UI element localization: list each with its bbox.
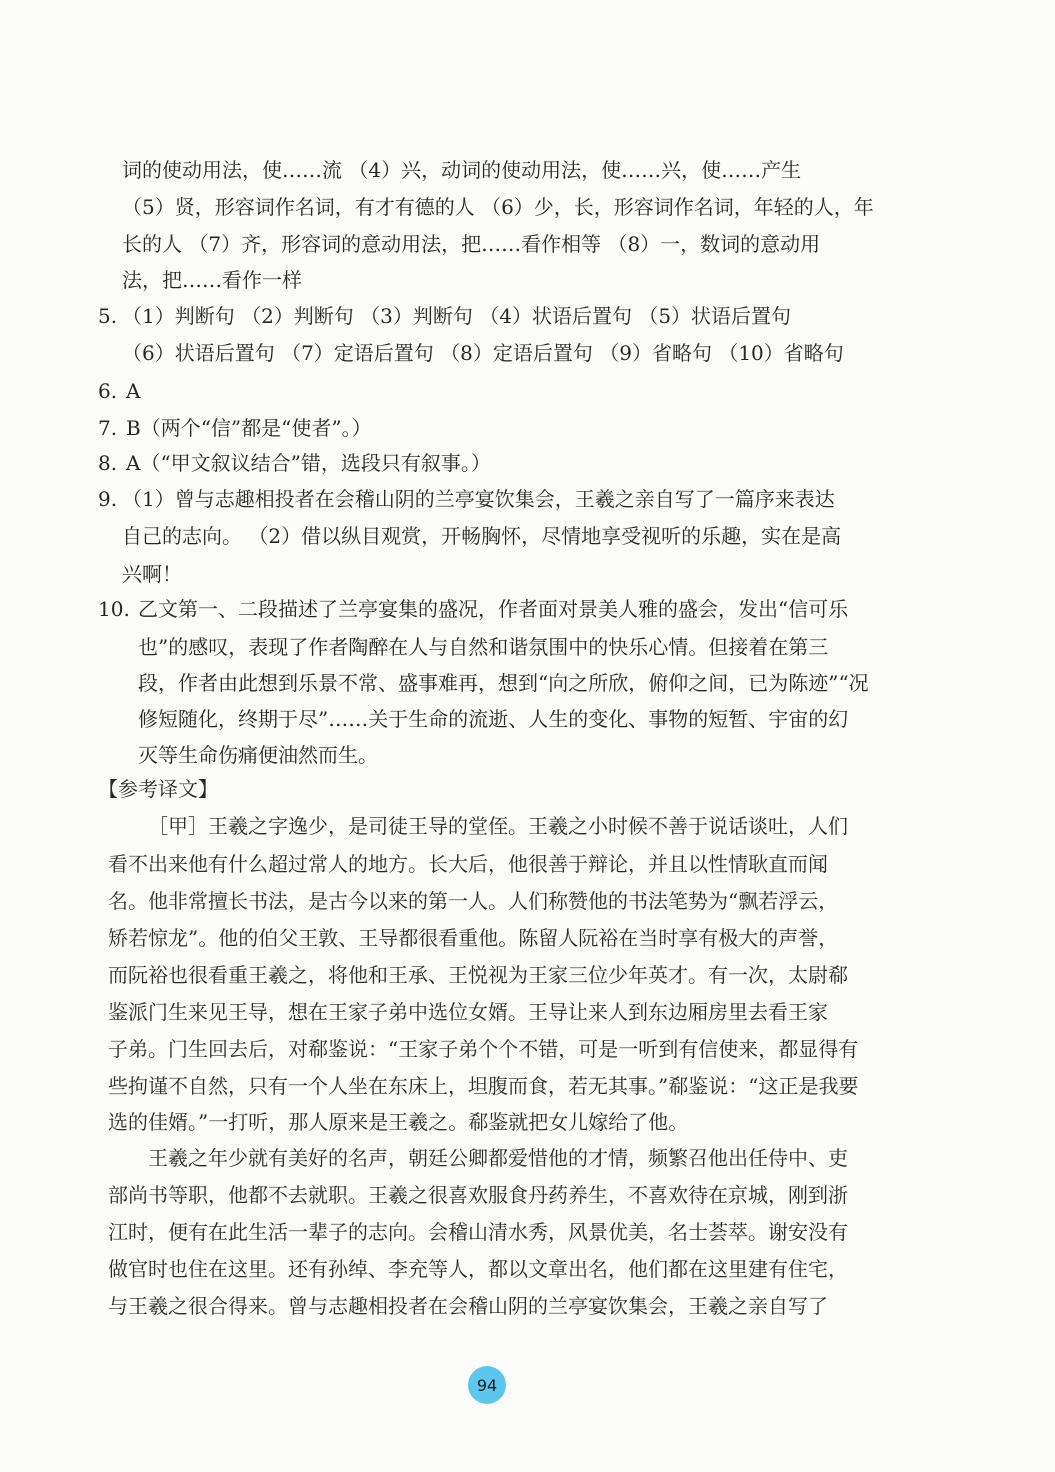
translation-line: 名。他非常擅长书法，是古今以来的第一人。人们称赞他的书法笔势为“飘若浮云， <box>108 889 839 913</box>
translation-line: ［甲］王羲之字逸少，是司徒王导的堂侄。王羲之小时候不善于说话谈吐，人们 <box>148 814 848 838</box>
answer-text: 灭等生命伤痛便油然而生。 <box>138 743 378 767</box>
translation-heading: 【参考译文】 <box>98 777 218 801</box>
answer-text: （1）判断句 （2）判断句 （3）判断句 （4）状语后置句 （5）状语后置句 <box>122 304 792 328</box>
question-number: 10. <box>98 597 130 621</box>
question-number: 5. <box>98 304 118 328</box>
translation-line: 矫若惊龙”。他的伯父王敦、王导都很看重他。陈留人阮裕在当时享有极大的声誉， <box>108 926 839 950</box>
translation-line: 江时，便有在此生活一辈子的志向。会稽山清水秀，风景优美，名士荟萃。谢安没有 <box>108 1220 848 1244</box>
translation-line: 选的佳婿。”一打听，那人原来是王羲之。郗鉴就把女儿嫁给了他。 <box>108 1110 689 1134</box>
answer-text: 段，作者由此想到乐景不常、盛事难再，想到“向之所欣，俯仰之间，已为陈迹”“况 <box>138 671 869 695</box>
answer-text: 法，把……看作一样 <box>122 268 302 292</box>
question-number: 6. <box>98 379 118 403</box>
answer-text: 词的使动用法，使……流 （4）兴，动词的使动用法，使……兴，使……产生 <box>122 158 802 182</box>
translation-line: 做官时也住在这里。还有孙绰、李充等人，都以文章出名，他们都在这里建有住宅， <box>108 1257 848 1281</box>
translation-line: 看不出来他有什么超过常人的地方。长大后，他很善于辩论，并且以性情耿直而闻 <box>108 852 828 876</box>
question-number: 9. <box>98 487 118 511</box>
answer-text: （5）贤，形容词作名词，有才有德的人 （6）少，长，形容词作名词，年轻的人，年 <box>122 195 874 219</box>
page-number: 94 <box>468 1366 506 1404</box>
answer-text: （1）曾与志趣相投者在会稽山阴的兰亭宴饮集会，王羲之亲自写了一篇序来表达 <box>122 487 835 511</box>
translation-line: 而阮裕也很看重王羲之，将他和王承、王悦视为王家三位少年英才。有一次，太尉郗 <box>108 963 848 987</box>
answer-text: 也”的感叹，表现了作者陶醉在人与自然和谐氛围中的快乐心情。但接着在第三 <box>138 635 829 659</box>
answer-text: 自己的志向。 （2）借以纵目观赏，开畅胸怀，尽情地享受视听的乐趣，实在是高 <box>122 524 842 548</box>
translation-line: 些拘谨不自然，只有一个人坐在东床上，坦腹而食，若无其事。”郗鉴说：“这正是我要 <box>108 1074 859 1098</box>
question-number: 7. <box>98 416 118 440</box>
answer-text: 乙文第一、二段描述了兰亭宴集的盛况，作者面对景美人雅的盛会，发出“信可乐 <box>138 597 849 621</box>
answer-text: A <box>126 379 141 403</box>
translation-line: 与王羲之很合得来。曾与志趣相投者在会稽山阴的兰亭宴饮集会，王羲之亲自写了 <box>108 1294 828 1318</box>
answer-text: B（两个“信”都是“使者”。） <box>126 416 372 440</box>
answer-text: A（“甲文叙议结合”错，选段只有叙事。） <box>126 451 491 475</box>
answer-text: 长的人 （7）齐，形容词的意动用法，把……看作相等 （8）一，数词的意动用 <box>122 232 821 256</box>
translation-line: 子弟。门生回去后，对郗鉴说：“王家子弟个个不错，可是一听到有信使来，都显得有 <box>108 1037 859 1061</box>
answer-text: 修短随化，终期于尽”……关于生命的流逝、人生的变化、事物的短暂、宇宙的幻 <box>138 707 849 731</box>
question-number: 8. <box>98 451 118 475</box>
translation-line: 部尚书等职，他都不去就职。王羲之很喜欢服食丹药养生，不喜欢待在京城，刚到浙 <box>108 1183 848 1207</box>
translation-line: 王羲之年少就有美好的名声，朝廷公卿都爱惜他的才情，频繁召他出任侍中、吏 <box>148 1146 848 1170</box>
answer-text: 兴啊！ <box>122 562 182 586</box>
answer-text: （6）状语后置句 （7）定语后置句 （8）定语后置句 （9）省略句 （10）省略句 <box>122 341 844 365</box>
translation-line: 鉴派门生来见王导，想在王家子弟中选位女婿。王导让来人到东边厢房里去看王家 <box>108 1000 828 1024</box>
